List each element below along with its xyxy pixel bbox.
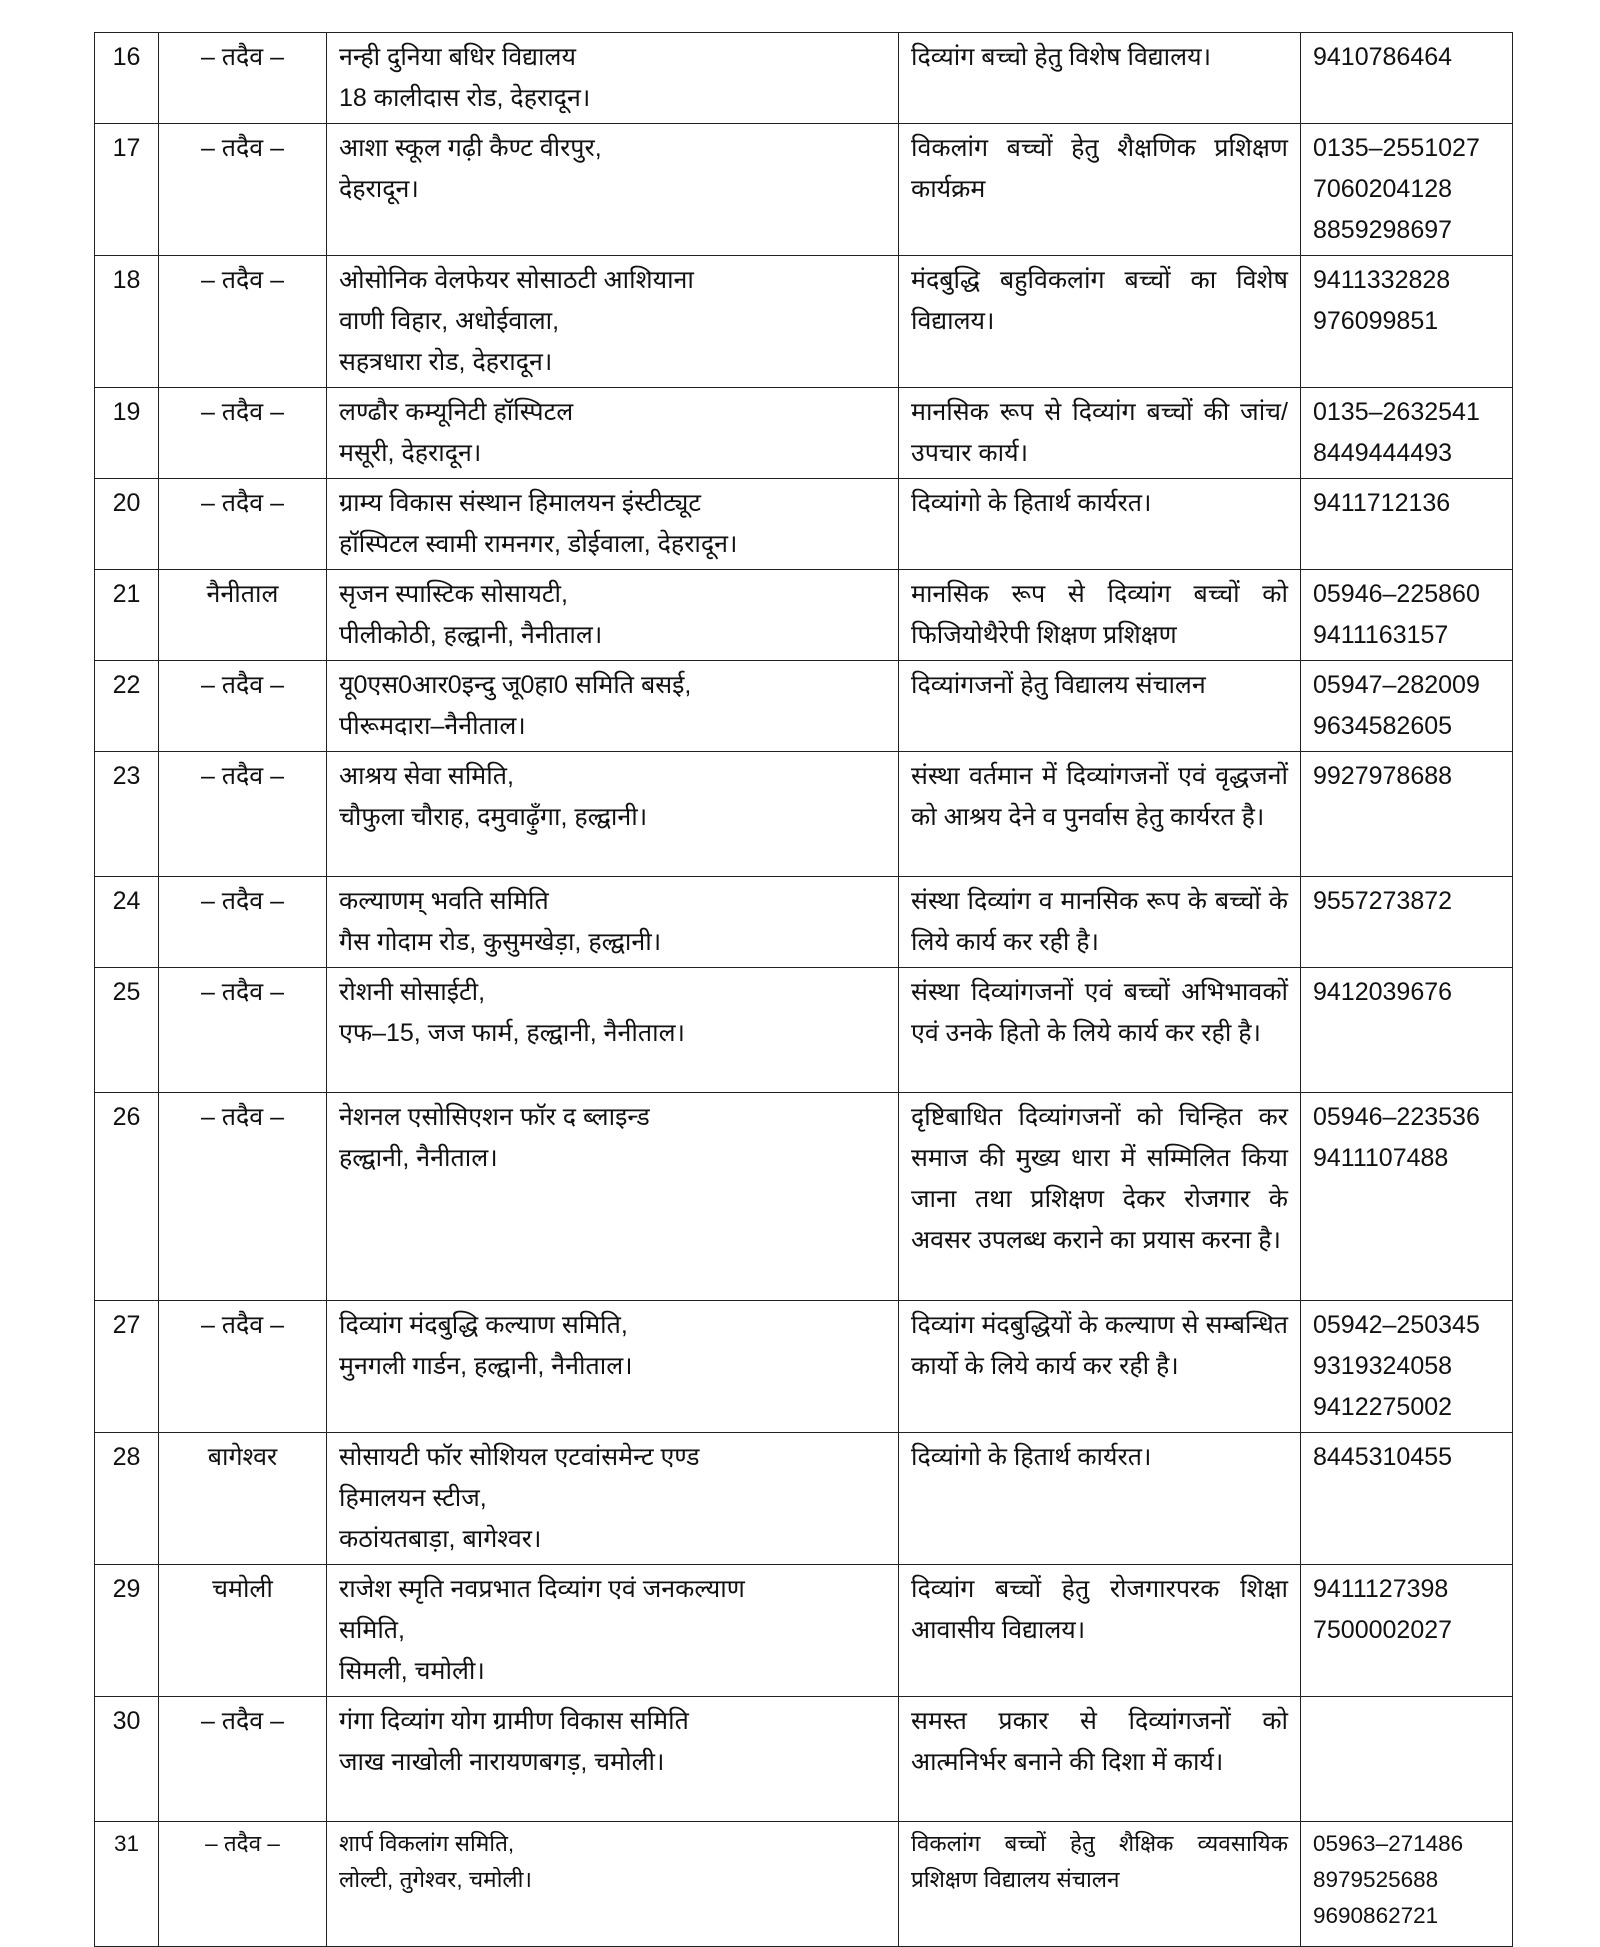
table-row xyxy=(95,877,1513,968)
phone-number: 9927978688 xyxy=(1313,762,1453,790)
district-cell: – तदैव – xyxy=(159,1301,327,1433)
work-description-text: दृष्टिबाधित दिव्यांगजनों को चिन्हित कर समाज की मुख्य धारा में सम्मिलित किया जाना तथा प्रशिक्षण देकर रोजगार के अवसर उपलब्ध कराने का प्रयास करना है। xyxy=(911,1103,1288,1254)
organization-address-line: नेशनल एसोसिएशन फॉर द ब्लाइन्ड xyxy=(339,1103,650,1131)
phone-number: 05946–225860 xyxy=(1313,580,1480,608)
work-description-cell xyxy=(899,1301,1301,1433)
work-description-cell xyxy=(899,33,1301,124)
phone-cell xyxy=(1301,479,1513,570)
organization-address-line: आश्रय सेवा समिति, xyxy=(339,762,514,790)
district-cell: – तदैव – xyxy=(159,388,327,479)
organization-address-line: रोशनी सोसाईटी, xyxy=(339,978,486,1006)
serial-number-cell: 25 xyxy=(95,968,159,1093)
organization-address-line: सृजन स्पास्टिक सोसायटी, xyxy=(339,580,568,608)
organization-address-line: चौफुला चौराह, दमुवाढ़ुँगा, हल्द्वानी। xyxy=(339,803,648,831)
organization-cell xyxy=(327,1301,899,1433)
organization-cell xyxy=(327,1565,899,1697)
work-description-cell xyxy=(899,479,1301,570)
table-row xyxy=(95,479,1513,570)
serial-number-cell: 26 xyxy=(95,1093,159,1301)
work-description-cell xyxy=(899,1093,1301,1301)
organization-cell xyxy=(327,570,899,661)
organization-address-line: देहरादून। xyxy=(339,175,419,203)
organization-cell xyxy=(327,968,899,1093)
work-description-cell xyxy=(899,570,1301,661)
table-row xyxy=(95,256,1513,388)
table-row xyxy=(95,1565,1513,1697)
organization-address-line: समिति, xyxy=(339,1616,405,1644)
organization-address-line: गैस गोदाम रोड, कुसुमखेड़ा, हल्द्वानी। xyxy=(339,928,662,956)
work-description-text: दिव्यांगजनों हेतु विद्यालय संचालन xyxy=(911,671,1206,699)
phone-cell xyxy=(1301,1301,1513,1433)
work-description-cell xyxy=(899,661,1301,752)
organization-address-line: मुनगली गार्डन, हल्द्वानी, नैनीताल। xyxy=(339,1352,633,1380)
work-description-text: दिव्यांगो के हितार्थ कार्यरत। xyxy=(911,489,1152,517)
phone-number: 05946–223536 xyxy=(1313,1103,1480,1131)
organization-address-line: सहत्रधारा रोड, देहरादून। xyxy=(339,348,553,376)
table-row xyxy=(95,752,1513,877)
phone-number: 9634582605 xyxy=(1313,712,1453,740)
work-description-text: समस्त प्रकार से दिव्यांगजनों को आत्मनिर्भर बनाने की दिशा में कार्य। xyxy=(911,1707,1288,1776)
table-row xyxy=(95,1697,1513,1822)
organization-address-line: वाणी विहार, अधोईवाला, xyxy=(339,307,560,335)
district-cell: चमोली xyxy=(159,1565,327,1697)
phone-number: 9557273872 xyxy=(1313,887,1453,915)
phone-cell xyxy=(1301,877,1513,968)
work-description-cell xyxy=(899,388,1301,479)
organization-address-line: ग्राम्य विकास संस्थान हिमालयन इंस्टीट्यूट xyxy=(339,489,701,517)
phone-number: 9690862721 xyxy=(1313,1903,1439,1928)
organization-cell xyxy=(327,1822,899,1947)
district-cell: – तदैव – xyxy=(159,256,327,388)
phone-cell xyxy=(1301,1565,1513,1697)
phone-number: 0135–2632541 xyxy=(1313,398,1480,426)
phone-number: 9411332828 xyxy=(1313,266,1451,294)
phone-cell xyxy=(1301,388,1513,479)
organization-cell xyxy=(327,124,899,256)
serial-number-cell: 19 xyxy=(95,388,159,479)
organization-address-line: कल्याणम् भवति समिति xyxy=(339,887,549,915)
work-description-cell xyxy=(899,968,1301,1093)
district-cell: – तदैव – xyxy=(159,968,327,1093)
organization-cell xyxy=(327,256,899,388)
table-row xyxy=(95,570,1513,661)
phone-number: 9410786464 xyxy=(1313,43,1453,71)
organization-address-line: सिमली, चमोली। xyxy=(339,1657,485,1685)
phone-cell xyxy=(1301,570,1513,661)
serial-number-cell: 27 xyxy=(95,1301,159,1433)
work-description-cell xyxy=(899,124,1301,256)
organization-address-line: कठांयतबाड़ा, बागेश्वर। xyxy=(339,1525,542,1553)
organization-address-line: आशा स्कूल गढ़ी कैण्ट वीरपुर, xyxy=(339,134,602,162)
serial-number-cell: 28 xyxy=(95,1433,159,1565)
organization-address-line: लण्ढौर कम्यूनिटी हॉस्पिटल xyxy=(339,398,574,426)
work-description-text: विकलांग बच्चों हेतु शैक्षणिक प्रशिक्षण कार्यक्रम xyxy=(911,134,1288,203)
serial-number-cell: 30 xyxy=(95,1697,159,1822)
district-cell: – तदैव – xyxy=(159,33,327,124)
work-description-cell xyxy=(899,256,1301,388)
phone-number: 8979525688 xyxy=(1313,1867,1439,1892)
work-description-text: संस्था दिव्यांग व मानसिक रूप के बच्चों के लिये कार्य कर रही है। xyxy=(911,887,1288,956)
phone-number: 7060204128 xyxy=(1313,175,1453,203)
work-description-cell xyxy=(899,1433,1301,1565)
work-description-text: विकलांग बच्चों हेतु शैक्षिक व्यवसायिक प्रशिक्षण विद्यालय संचालन xyxy=(911,1831,1288,1892)
table-row xyxy=(95,1301,1513,1433)
phone-number: 0135–2551027 xyxy=(1313,134,1480,162)
phone-number: 9411107488 xyxy=(1313,1144,1449,1172)
organization-cell xyxy=(327,1093,899,1301)
phone-number: 7500002027 xyxy=(1313,1616,1453,1644)
organization-address-line: सोसायटी फॉर सोशियल एटवांसमेन्ट एण्ड xyxy=(339,1443,700,1471)
work-description-text: दिव्यांगो के हितार्थ कार्यरत। xyxy=(911,1443,1152,1471)
organization-address-line: हिमालयन स्टीज, xyxy=(339,1484,487,1512)
work-description-cell xyxy=(899,1822,1301,1947)
work-description-cell xyxy=(899,752,1301,877)
organization-address-line: लोल्टी, तुगेश्वर, चमोली। xyxy=(339,1867,533,1892)
district-cell: नैनीताल xyxy=(159,570,327,661)
serial-number-cell: 18 xyxy=(95,256,159,388)
phone-number: 05947–282009 xyxy=(1313,671,1480,699)
phone-number: 9412039676 xyxy=(1313,978,1453,1006)
work-description-text: दिव्यांग बच्चो हेतु विशेष विद्यालय। xyxy=(911,43,1212,71)
district-cell: – तदैव – xyxy=(159,479,327,570)
organization-cell xyxy=(327,479,899,570)
serial-number-cell: 29 xyxy=(95,1565,159,1697)
phone-cell xyxy=(1301,124,1513,256)
phone-cell xyxy=(1301,1433,1513,1565)
phone-number: 9411127398 xyxy=(1313,1575,1449,1603)
phone-cell xyxy=(1301,33,1513,124)
phone-number: 9319324058 xyxy=(1313,1352,1453,1380)
district-cell: – तदैव – xyxy=(159,752,327,877)
organization-address-line: शार्प विकलांग समिति, xyxy=(339,1831,515,1856)
organization-address-line: जाख नाखोली नारायणबगड़, चमोली। xyxy=(339,1748,665,1776)
table-row xyxy=(95,661,1513,752)
phone-cell xyxy=(1301,752,1513,877)
organization-address-line: 18 कालीदास रोड, देहरादून। xyxy=(339,84,591,112)
table-row xyxy=(95,124,1513,256)
table-row xyxy=(95,968,1513,1093)
serial-number-cell: 23 xyxy=(95,752,159,877)
district-cell: – तदैव – xyxy=(159,1093,327,1301)
organization-table xyxy=(94,32,1513,1947)
district-cell: – तदैव – xyxy=(159,877,327,968)
serial-number-cell: 24 xyxy=(95,877,159,968)
table-row xyxy=(95,1433,1513,1565)
organization-cell xyxy=(327,1433,899,1565)
table-row xyxy=(95,1822,1513,1947)
district-cell: – तदैव – xyxy=(159,1822,327,1947)
phone-number: 9411712136 xyxy=(1313,489,1451,517)
serial-number-cell: 16 xyxy=(95,33,159,124)
phone-number: 976099851 xyxy=(1313,307,1439,335)
phone-cell xyxy=(1301,1697,1513,1822)
phone-cell xyxy=(1301,1822,1513,1947)
organization-address-line: मसूरी, देहरादून। xyxy=(339,439,482,467)
phone-number: 8449444493 xyxy=(1313,439,1453,467)
organization-address-line: हॉस्पिटल स्वामी रामनगर, डोईवाला, देहरादून। xyxy=(339,530,738,558)
district-cell: – तदैव – xyxy=(159,124,327,256)
organization-cell xyxy=(327,1697,899,1822)
phone-cell xyxy=(1301,256,1513,388)
organization-address-line: पीलीकोठी, हल्द्वानी, नैनीताल। xyxy=(339,621,603,649)
district-cell: – तदैव – xyxy=(159,661,327,752)
organization-address-line: गंगा दिव्यांग योग ग्रामीण विकास समिति xyxy=(339,1707,689,1735)
work-description-text: मानसिक रूप से दिव्यांग बच्चों की जांच/उपचार कार्य। xyxy=(911,398,1288,467)
organization-address-line: हल्द्वानी, नैनीताल। xyxy=(339,1144,498,1172)
phone-cell xyxy=(1301,968,1513,1093)
phone-cell xyxy=(1301,661,1513,752)
phone-number: 8859298697 xyxy=(1313,216,1453,244)
serial-number-cell: 20 xyxy=(95,479,159,570)
district-cell: – तदैव – xyxy=(159,1697,327,1822)
work-description-cell xyxy=(899,1565,1301,1697)
phone-number: 9411163157 xyxy=(1313,621,1449,649)
organization-cell xyxy=(327,33,899,124)
work-description-text: मानसिक रूप से दिव्यांग बच्चों को फिजियोथैरेपी शिक्षण प्रशिक्षण xyxy=(911,580,1288,649)
phone-number: 05963–271486 xyxy=(1313,1831,1464,1856)
organization-address-line: दिव्यांग मंदबुद्धि कल्याण समिति, xyxy=(339,1311,628,1339)
work-description-text: मंदबुद्धि बहुविकलांग बच्चों का विशेष विद्यालय। xyxy=(911,266,1288,335)
serial-number-cell: 21 xyxy=(95,570,159,661)
work-description-text: संस्था वर्तमान में दिव्यांगजनों एवं वृद्धजनों को आश्रय देने व पुनर्वास हेतु कार्यरत है। xyxy=(911,762,1288,831)
organization-address-line: एफ–15, जज फार्म, हल्द्वानी, नैनीताल। xyxy=(339,1019,686,1047)
organization-address-line: पीरूमदारा–नैनीताल। xyxy=(339,712,526,740)
phone-cell xyxy=(1301,1093,1513,1301)
table-body xyxy=(95,33,1513,1947)
serial-number-cell: 17 xyxy=(95,124,159,256)
work-description-text: दिव्यांग मंदबुद्धियों के कल्याण से सम्बन्धित कार्यो के लिये कार्य कर रही है। xyxy=(911,1311,1288,1380)
work-description-text: दिव्यांग बच्चों हेतु रोजगारपरक शिक्षा आवासीय विद्यालय। xyxy=(911,1575,1288,1644)
work-description-cell xyxy=(899,877,1301,968)
organization-cell xyxy=(327,388,899,479)
organization-cell xyxy=(327,752,899,877)
table-row xyxy=(95,1093,1513,1301)
organization-cell xyxy=(327,661,899,752)
phone-number: 05942–250345 xyxy=(1313,1311,1480,1339)
work-description-cell xyxy=(899,1697,1301,1822)
phone-number: 8445310455 xyxy=(1313,1443,1453,1471)
table-row xyxy=(95,33,1513,124)
serial-number-cell: 22 xyxy=(95,661,159,752)
work-description-text: संस्था दिव्यांगजनों एवं बच्चों अभिभावकों एवं उनके हितो के लिये कार्य कर रही है। xyxy=(911,978,1288,1047)
phone-number: 9412275002 xyxy=(1313,1393,1453,1421)
table-row xyxy=(95,388,1513,479)
district-cell: बागेश्वर xyxy=(159,1433,327,1565)
organization-address-line: नन्ही दुनिया बधिर विद्यालय xyxy=(339,43,576,71)
organization-address-line: राजेश स्मृति नवप्रभात दिव्यांग एवं जनकल्याण xyxy=(339,1575,745,1603)
organization-address-line: ओसोनिक वेलफेयर सोसाठटी आशियाना xyxy=(339,266,694,294)
organization-cell xyxy=(327,877,899,968)
organization-address-line: यू0एस0आर0इन्दु जू0हा0 समिति बसई, xyxy=(339,671,692,699)
serial-number-cell: 31 xyxy=(95,1822,159,1947)
